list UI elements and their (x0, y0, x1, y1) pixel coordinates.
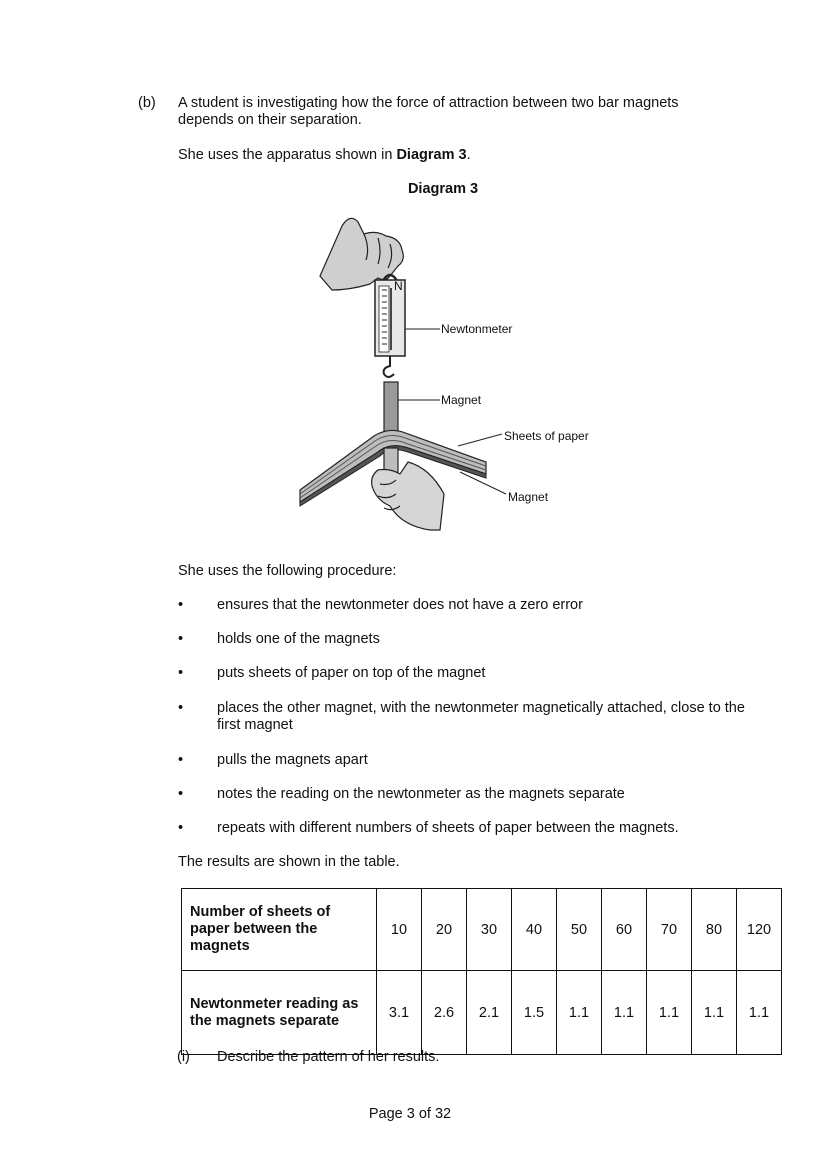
table-cell: 10 (377, 889, 422, 971)
table-cell: 1.5 (512, 971, 557, 1055)
label-sheets-of-paper: Sheets of paper (504, 429, 589, 443)
table-cell: 30 (467, 889, 512, 971)
label-magnet-top: Magnet (441, 393, 482, 407)
procedure-intro: She uses the following procedure: (178, 563, 397, 579)
top-magnet (384, 382, 398, 434)
procedure-step: notes the reading on the newtonmeter as the magnets separate (217, 786, 625, 802)
table-cell: 70 (647, 889, 692, 971)
apparatus-prefix: She uses the apparatus shown in (178, 147, 397, 163)
table-row-sheets (182, 889, 782, 971)
table-cell: 120 (737, 889, 782, 971)
results-table (181, 888, 782, 1055)
page-footer: Page 3 of 32 (368, 1106, 452, 1122)
table-cell: 2.6 (422, 971, 467, 1055)
scale-unit: N (394, 279, 403, 293)
sheets-leader (458, 434, 502, 446)
table-cell: 2.1 (467, 971, 512, 1055)
label-magnet-bottom: Magnet (508, 490, 549, 504)
apparatus-sentence (178, 147, 471, 163)
table-cell: 1.1 (602, 971, 647, 1055)
table-cell: 80 (692, 889, 737, 971)
diagram-title: Diagram 3 (407, 181, 479, 197)
newtonmeter-hook (384, 356, 394, 377)
bullet-marker: • (178, 820, 184, 836)
apparatus-diagram (290, 208, 610, 533)
procedure-step: pulls the magnets apart (217, 752, 368, 768)
procedure-step: repeats with different numbers of sheets of paper between the magnets. (217, 820, 679, 836)
subquestion-label: (i) (177, 1049, 190, 1065)
bullet-marker: • (178, 752, 184, 768)
table-cell: 3.1 (377, 971, 422, 1055)
bullet-marker: • (178, 631, 184, 647)
table-cell: 1.1 (647, 971, 692, 1055)
table-cell: 1.1 (737, 971, 782, 1055)
procedure-step: places the other magnet, with the newtonmeter magnetically attached, close to the first magnet (217, 700, 745, 733)
bullet-marker: • (178, 665, 184, 681)
procedure-step: ensures that the newtonmeter does not have a zero error (217, 597, 583, 613)
row-header-readings: Newtonmeter reading as the magnets separate (182, 971, 377, 1055)
apparatus-diagram-ref: Diagram 3 (396, 147, 467, 163)
subquestion-text: Describe the pattern of her results. (217, 1049, 440, 1065)
row-header-sheets: Number of sheets of paper between the magnets (182, 889, 377, 971)
bottom-hand-illustration (372, 462, 444, 530)
results-intro: The results are shown in the table. (178, 854, 400, 870)
table-row-readings (182, 971, 782, 1055)
part-label: (b) (138, 95, 156, 111)
bullet-marker: • (178, 700, 184, 716)
bullet-marker: • (178, 786, 184, 802)
question-intro: A student is investigating how the force of attraction between two bar magnets depends on their separation. (178, 95, 679, 128)
apparatus-suffix: . (466, 147, 471, 163)
label-newtonmeter: Newtonmeter (441, 322, 513, 336)
table-cell: 20 (422, 889, 467, 971)
bullet-marker: • (178, 597, 184, 613)
procedure-step: puts sheets of paper on top of the magnet (217, 665, 486, 681)
table-cell: 60 (602, 889, 647, 971)
procedure-step: holds one of the magnets (217, 631, 380, 647)
table-cell: 50 (557, 889, 602, 971)
table-cell: 40 (512, 889, 557, 971)
table-cell: 1.1 (692, 971, 737, 1055)
top-hand-illustration (320, 218, 403, 290)
table-cell: 1.1 (557, 971, 602, 1055)
